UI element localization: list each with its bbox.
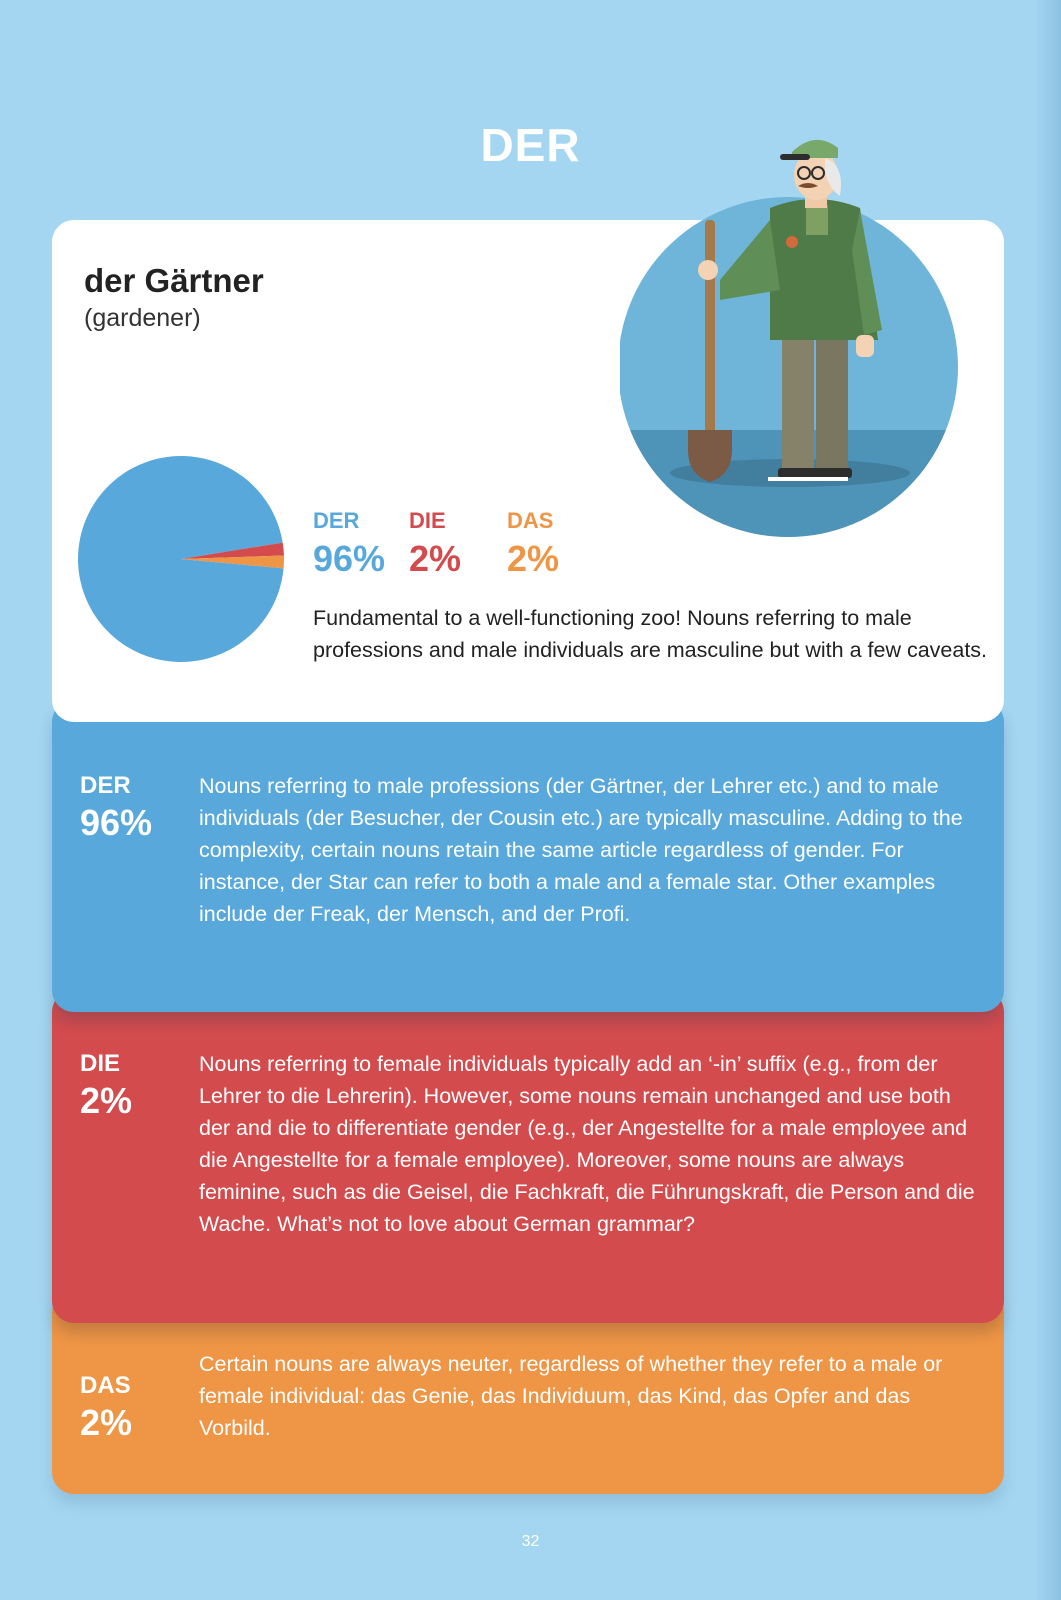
page-edge-shadow bbox=[1035, 0, 1061, 1600]
die-section-text: Nouns referring to female individuals typically add an ‘-in’ suffix (e.g., from der Lehrer to die Lehrerin). However, some nouns remain unchanged and use both der and die to differentiate gender (e.g., der Angestellte for a male employee and die Angestellte for a female employee). Moreover, some nouns are always feminine, such as die Geisel, die Fachkraft, die Führungskraft, die Person and die Wache. What’s not to love about German grammar? bbox=[199, 1052, 975, 1236]
die-section-card bbox=[52, 990, 1004, 1323]
das-section-label bbox=[80, 1372, 132, 1444]
der-section-article: DER bbox=[80, 772, 131, 799]
die-section-article: DIE bbox=[80, 1050, 121, 1077]
stat-das-value: 2% bbox=[507, 538, 560, 579]
das-section-text: Certain nouns are always neuter, regardless of whether they refer to a male or female individual: das Genie, das Individuum, das Kind, das Opfer and das Vorbild. bbox=[199, 1352, 943, 1440]
stat-das-article: DAS bbox=[507, 508, 554, 533]
der-section-text: Nouns referring to male professions (der Gärtner, der Lehrer etc.) and to male individuals (der Besucher, der Cousin etc.) are typically masculine. Adding to the complexity, certain nouns retain the same article regardless of gender. For instance, der Star can refer to both a male and a female star. Other examples include der Freak, der Mensch, and der Profi. bbox=[199, 774, 963, 926]
noun-card bbox=[52, 220, 1004, 722]
stat-die-article: DIE bbox=[409, 508, 446, 533]
das-section-percent: 2% bbox=[80, 1402, 133, 1443]
stat-der-value: 96% bbox=[313, 538, 386, 579]
stat-die-value: 2% bbox=[409, 538, 462, 579]
page-number: 32 bbox=[521, 1533, 540, 1550]
noun-word: der Gärtner bbox=[84, 262, 264, 299]
der-section-card bbox=[52, 700, 1004, 1012]
article-pie-chart bbox=[78, 456, 284, 662]
noun-description: Fundamental to a well-functioning zoo! Nouns referring to male professions and male individuals are masculine but with a few caveats. bbox=[313, 606, 988, 662]
page-heading: DER bbox=[480, 119, 581, 171]
noun-translation: (gardener) bbox=[84, 304, 201, 332]
stat-der-article: DER bbox=[313, 508, 360, 533]
der-section-label bbox=[80, 772, 152, 844]
stat-der bbox=[313, 508, 385, 580]
der-section-percent: 96% bbox=[80, 802, 153, 843]
stat-das bbox=[507, 508, 559, 580]
stat-die bbox=[409, 508, 461, 580]
das-section-article: DAS bbox=[80, 1372, 131, 1399]
die-section-percent: 2% bbox=[80, 1080, 133, 1121]
die-section-label bbox=[80, 1050, 132, 1122]
